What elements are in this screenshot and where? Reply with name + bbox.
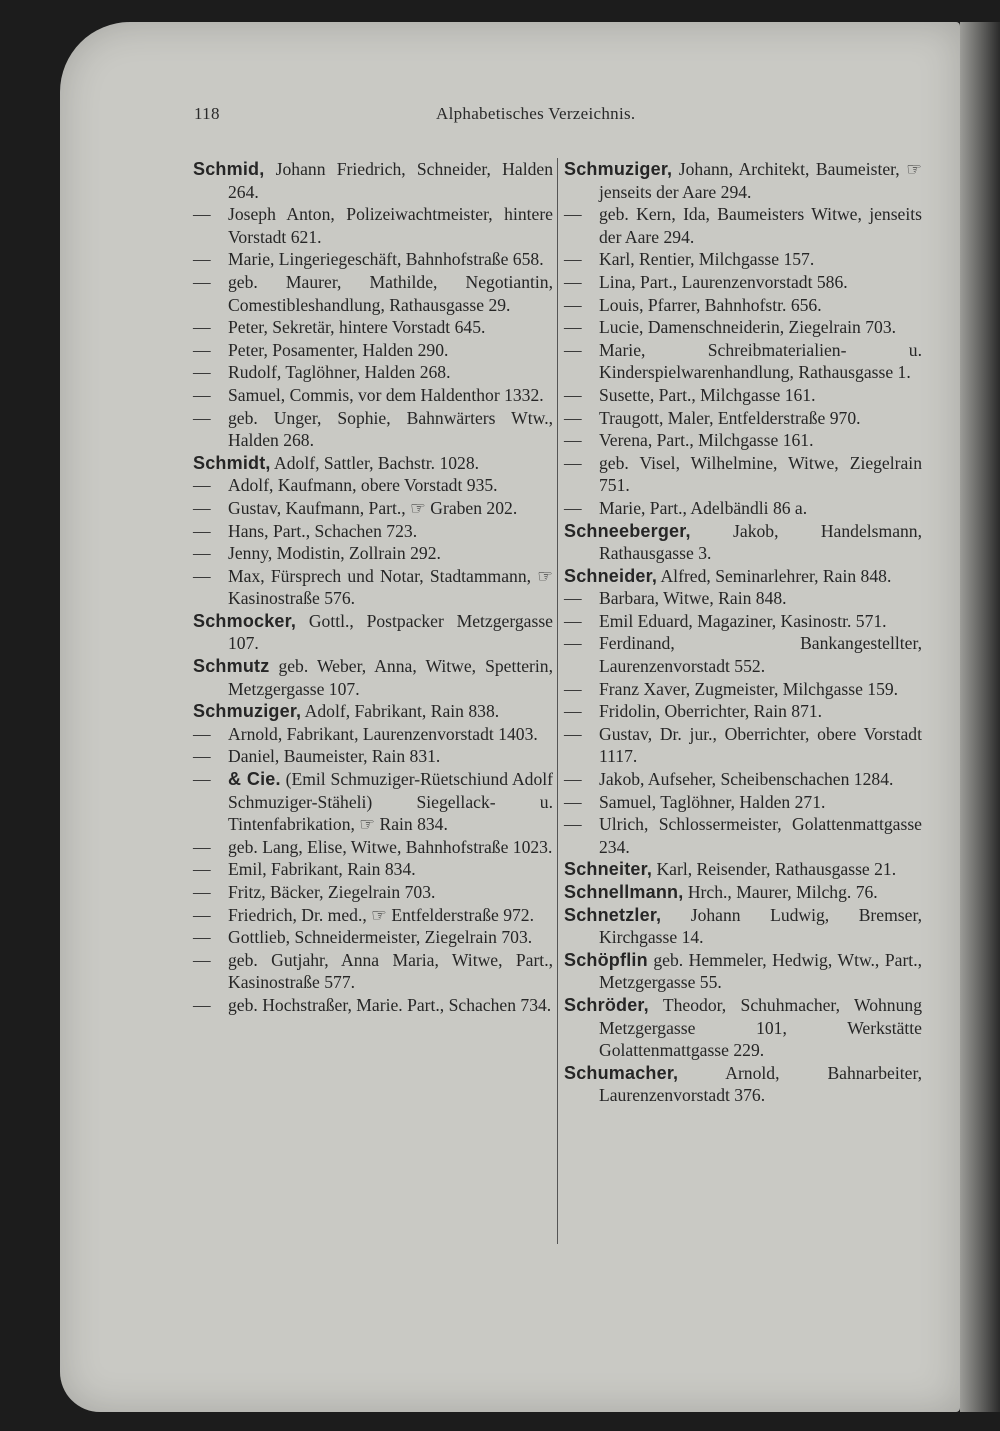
surname: & Cie. bbox=[228, 769, 281, 790]
entry-text: Marie, Schreibmaterialien- u. Kinderspielwarenhandlung, Rathausgasse 1. bbox=[599, 339, 922, 383]
entry-text: Lucie, Damenschneiderin, Ziegelrain 703. bbox=[599, 317, 897, 338]
ditto-dash: — bbox=[564, 271, 582, 292]
running-head: Alphabetisches Verzeichnis. bbox=[436, 104, 636, 123]
ditto-dash: — bbox=[193, 362, 211, 383]
directory-entry bbox=[564, 949, 922, 994]
directory-subentry bbox=[564, 407, 922, 430]
ditto-dash: — bbox=[564, 588, 582, 609]
ditto-dash: — bbox=[564, 633, 582, 654]
directory-subentry bbox=[193, 520, 553, 543]
surname: Schöpflin bbox=[564, 949, 648, 970]
entry-text: Fritz, Bäcker, Ziegelrain 703. bbox=[228, 882, 436, 902]
ditto-dash: — bbox=[193, 994, 211, 1015]
ditto-dash: — bbox=[193, 271, 211, 292]
entry-text: Johann Ludwig, Bremser, Kirchgasse 14. bbox=[599, 904, 922, 948]
ditto-dash: — bbox=[564, 769, 582, 790]
entry-text: Alfred, Seminarlehrer, Rain 848. bbox=[657, 565, 892, 586]
entry-text: geb. Visel, Wilhelmine, Witwe, Ziegelrain 751. bbox=[599, 452, 922, 496]
surname: Schröder, bbox=[564, 994, 649, 1015]
surname: Schnetzler, bbox=[564, 904, 662, 925]
ditto-dash: — bbox=[193, 949, 211, 970]
entry-text: Jenny, Modistin, Zollrain 292. bbox=[228, 543, 441, 564]
surname: Schmidt, bbox=[193, 452, 271, 473]
entry-text: Franz Xaver, Zugmeister, Milchgasse 159. bbox=[599, 678, 899, 699]
directory-entry bbox=[193, 655, 553, 700]
ditto-dash: — bbox=[564, 497, 582, 518]
ditto-dash: — bbox=[564, 610, 582, 631]
directory-subentry bbox=[193, 723, 553, 746]
ditto-dash: — bbox=[193, 543, 211, 564]
entry-text: Adolf, Sattler, Bachstr. 1028. bbox=[270, 452, 480, 473]
directory-subentry bbox=[193, 497, 553, 520]
ditto-dash: — bbox=[564, 723, 582, 744]
entry-text: Susette, Part., Milchgasse 161. bbox=[599, 384, 816, 405]
directory-subentry bbox=[193, 904, 553, 927]
ditto-dash: — bbox=[564, 701, 582, 722]
entry-text: Hrch., Maurer, Milchg. 76. bbox=[683, 882, 878, 902]
directory-subentry bbox=[193, 949, 553, 994]
ditto-dash: — bbox=[564, 384, 582, 405]
entry-text: Karl, Rentier, Milchgasse 157. bbox=[599, 249, 815, 270]
directory-subentry bbox=[564, 813, 922, 858]
directory-subentry bbox=[193, 542, 553, 565]
entry-text: Louis, Pfarrer, Bahnhofstr. 656. bbox=[599, 294, 822, 315]
entry-text: Friedrich, Dr. med., ☞ Entfelderstraße 972. bbox=[228, 904, 534, 925]
directory-entry bbox=[564, 520, 922, 565]
entry-text: Arnold, Fabrikant, Laurenzenvorstadt 1403. bbox=[228, 723, 538, 744]
ditto-dash: — bbox=[564, 249, 582, 270]
left-column bbox=[193, 158, 553, 1017]
entry-text: Samuel, Commis, vor dem Haldenthor 1332. bbox=[228, 384, 544, 405]
directory-subentry bbox=[564, 497, 922, 520]
directory-subentry bbox=[193, 384, 553, 407]
directory-subentry bbox=[193, 745, 553, 768]
directory-subentry bbox=[564, 203, 922, 248]
entry-text: Peter, Sekretär, hintere Vorstadt 645. bbox=[228, 317, 486, 338]
surname: Schmuziger, bbox=[564, 159, 673, 179]
directory-subentry bbox=[564, 723, 922, 768]
entry-text: Johann, Architekt, Baumeister, ☞ jenseits der Aare 294. bbox=[599, 159, 922, 202]
entry-text: Samuel, Taglöhner, Halden 271. bbox=[599, 791, 826, 812]
entry-text: Joseph Anton, Polizeiwachtmeister, hintere Vorstadt 621. bbox=[228, 204, 553, 247]
right-column bbox=[564, 158, 922, 1107]
ditto-dash: — bbox=[564, 407, 582, 428]
surname: Schmuziger, bbox=[193, 701, 302, 722]
directory-subentry bbox=[193, 271, 553, 316]
entry-text: Peter, Posamenter, Halden 290. bbox=[228, 339, 449, 360]
ditto-dash: — bbox=[193, 249, 211, 270]
ditto-dash: — bbox=[193, 904, 211, 925]
ditto-dash: — bbox=[193, 723, 211, 744]
entry-text: Emil Eduard, Magaziner, Kasinostr. 571. bbox=[599, 610, 887, 631]
entry-text: Karl, Reisender, Rathausgasse 21. bbox=[652, 859, 897, 880]
surname: Schmocker, bbox=[193, 610, 297, 631]
entry-text: (Emil Schmuziger-Rüetschiund Adolf Schmuziger-Stäheli) Siegellack- u. Tintenfabrikation, ☞ Rain 834. bbox=[228, 769, 553, 835]
ditto-dash: — bbox=[193, 204, 211, 225]
surname: Schmutz bbox=[193, 656, 270, 677]
entry-text: Ferdinand, Bankangestellter, Laurenzenvorstadt 552. bbox=[599, 633, 922, 677]
directory-subentry bbox=[564, 452, 922, 497]
directory-entry bbox=[564, 881, 922, 904]
entry-text: Adolf, Fabrikant, Rain 838. bbox=[301, 701, 500, 722]
directory-subentry bbox=[193, 994, 553, 1017]
ditto-dash: — bbox=[193, 520, 211, 541]
column-divider bbox=[557, 158, 558, 1244]
directory-subentry bbox=[564, 339, 922, 384]
ditto-dash: — bbox=[193, 836, 211, 857]
directory-entry bbox=[564, 1062, 922, 1107]
ditto-dash: — bbox=[193, 859, 211, 880]
ditto-dash: — bbox=[193, 317, 211, 338]
entry-text: Gustav, Dr. jur., Oberrichter, obere Vorstadt 1117. bbox=[599, 723, 922, 767]
ditto-dash: — bbox=[193, 882, 211, 902]
entry-text: Rudolf, Taglöhner, Halden 268. bbox=[228, 362, 451, 383]
entry-text: Traugott, Maler, Entfelderstraße 970. bbox=[599, 407, 861, 428]
directory-entry bbox=[564, 158, 922, 203]
ditto-dash: — bbox=[564, 678, 582, 699]
directory-subentry bbox=[193, 881, 553, 904]
directory-entry bbox=[564, 858, 922, 881]
surname: Schneeberger, bbox=[564, 520, 691, 541]
entry-text: Jakob, Handelsmann, Rathausgasse 3. bbox=[599, 520, 922, 564]
ditto-dash: — bbox=[564, 452, 582, 473]
surname: Schneider, bbox=[564, 565, 658, 586]
directory-subentry bbox=[564, 587, 922, 610]
entry-text: Max, Fürsprech und Notar, Stadtammann, ☞ Kasinostraße 576. bbox=[228, 565, 553, 609]
directory-entry bbox=[193, 700, 553, 723]
entry-text: Ulrich, Schlossermeister, Golattenmattgasse 234. bbox=[599, 814, 922, 857]
directory-subentry bbox=[193, 474, 553, 497]
directory-subentry bbox=[564, 316, 922, 339]
entry-text: Fridolin, Oberrichter, Rain 871. bbox=[599, 701, 823, 722]
directory-subentry bbox=[193, 339, 553, 362]
ditto-dash: — bbox=[193, 565, 211, 586]
directory-subentry bbox=[193, 316, 553, 339]
directory-entry bbox=[564, 904, 922, 949]
directory-subentry bbox=[193, 248, 553, 271]
entry-text: geb. Gutjahr, Anna Maria, Witwe, Part., Kasinostraße 577. bbox=[228, 949, 553, 993]
page-number: 118 bbox=[194, 104, 220, 123]
surname: Schnellmann, bbox=[564, 882, 684, 902]
entry-text: Johann Friedrich, Schneider, Halden 264. bbox=[228, 159, 553, 202]
ditto-dash: — bbox=[193, 475, 211, 496]
ditto-dash: — bbox=[564, 339, 582, 360]
ditto-dash: — bbox=[193, 497, 211, 518]
entry-text: Marie, Part., Adelbändli 86 a. bbox=[599, 497, 808, 518]
directory-entry bbox=[193, 452, 553, 475]
surname: Schumacher, bbox=[564, 1062, 679, 1083]
directory-entry bbox=[564, 565, 922, 588]
ditto-dash: — bbox=[564, 204, 582, 225]
directory-subentry bbox=[193, 203, 553, 248]
directory-subentry bbox=[193, 565, 553, 610]
ditto-dash: — bbox=[564, 294, 582, 315]
ditto-dash: — bbox=[564, 791, 582, 812]
entry-text: geb. Lang, Elise, Witwe, Bahnhofstraße 1023. bbox=[228, 836, 553, 857]
directory-subentry bbox=[193, 407, 553, 452]
ditto-dash: — bbox=[193, 746, 211, 767]
directory-subentry bbox=[564, 791, 922, 814]
entry-text: Daniel, Baumeister, Rain 831. bbox=[228, 746, 441, 767]
surname: Schmid, bbox=[193, 159, 265, 179]
entry-text: geb. Unger, Sophie, Bahnwärters Wtw., Halden 268. bbox=[228, 407, 553, 451]
directory-subentry bbox=[564, 429, 922, 452]
ditto-dash: — bbox=[193, 384, 211, 405]
ditto-dash: — bbox=[193, 927, 211, 948]
entry-text: geb. Hochstraßer, Marie. Part., Schachen 734. bbox=[228, 994, 552, 1015]
ditto-dash: — bbox=[193, 769, 211, 790]
ditto-dash: — bbox=[564, 317, 582, 338]
directory-subentry bbox=[564, 384, 922, 407]
book-spine-edge bbox=[960, 22, 1000, 1412]
ditto-dash: — bbox=[193, 407, 211, 428]
entry-text: Gottlieb, Schneidermeister, Ziegelrain 703. bbox=[228, 927, 533, 948]
directory-subentry bbox=[564, 768, 922, 791]
directory-subentry bbox=[193, 858, 553, 881]
entry-text: Hans, Part., Schachen 723. bbox=[228, 520, 418, 541]
directory-subentry bbox=[193, 768, 553, 836]
entry-text: geb. Weber, Anna, Witwe, Spetterin, Metzgergasse 107. bbox=[228, 656, 553, 699]
directory-subentry bbox=[564, 294, 922, 317]
entry-text: Marie, Lingeriegeschäft, Bahnhofstraße 658. bbox=[228, 249, 544, 270]
entry-text: Arnold, Bahnarbeiter, Laurenzenvorstadt 376. bbox=[599, 1062, 922, 1106]
entry-text: Jakob, Aufseher, Scheibenschachen 1284. bbox=[599, 769, 894, 790]
entry-text: geb. Hemmeler, Hedwig, Wtw., Part., Metzgergasse 55. bbox=[599, 949, 922, 993]
directory-subentry bbox=[564, 271, 922, 294]
directory-subentry bbox=[564, 700, 922, 723]
directory-subentry bbox=[564, 678, 922, 701]
entry-text: geb. Maurer, Mathilde, Negotiantin, Comestibleshandlung, Rathausgasse 29. bbox=[228, 271, 553, 315]
entry-text: geb. Kern, Ida, Baumeisters Witwe, jenseits der Aare 294. bbox=[599, 204, 922, 247]
entry-text: Verena, Part., Milchgasse 161. bbox=[599, 430, 814, 451]
directory-subentry bbox=[564, 632, 922, 677]
directory-subentry bbox=[564, 610, 922, 633]
ditto-dash: — bbox=[193, 339, 211, 360]
entry-text: Gottl., Postpacker Metzgergasse 107. bbox=[228, 610, 553, 654]
ditto-dash: — bbox=[564, 430, 582, 451]
directory-subentry bbox=[193, 836, 553, 859]
directory-entry bbox=[193, 610, 553, 655]
directory-entry bbox=[193, 158, 553, 203]
directory-subentry bbox=[193, 926, 553, 949]
directory-entry bbox=[564, 994, 922, 1062]
entry-text: Emil, Fabrikant, Rain 834. bbox=[228, 859, 416, 880]
entry-text: Gustav, Kaufmann, Part., ☞ Graben 202. bbox=[228, 497, 518, 518]
surname: Schneiter, bbox=[564, 859, 653, 880]
entry-text: Barbara, Witwe, Rain 848. bbox=[599, 588, 787, 609]
entry-text: Lina, Part., Laurenzenvorstadt 586. bbox=[599, 271, 848, 292]
ditto-dash: — bbox=[564, 814, 582, 835]
directory-subentry bbox=[193, 361, 553, 384]
entry-text: Theodor, Schuhmacher, Wohnung Metzgergasse 101, Werkstätte Golattenmattgasse 229. bbox=[599, 994, 922, 1061]
directory-subentry bbox=[564, 248, 922, 271]
entry-text: Adolf, Kaufmann, obere Vorstadt 935. bbox=[228, 475, 498, 496]
